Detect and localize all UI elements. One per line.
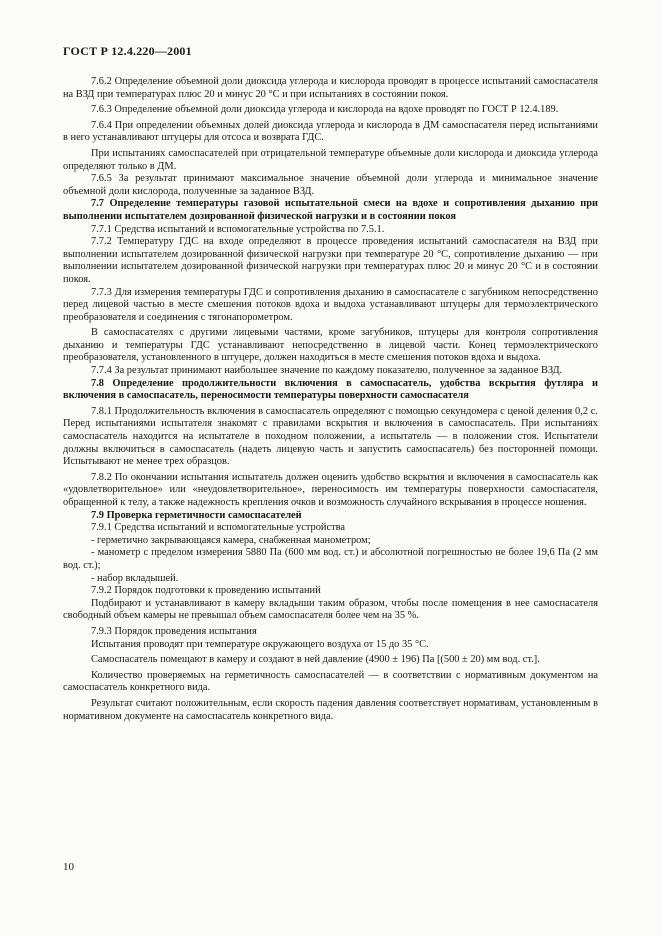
paragraph-7-8-1: 7.8.1 Продолжительность включения в самоспасатель определяют с помощью секундомера с ценой деления 0,2 с. Перед испытаниями испытателя знакомят с правилами вскрытия и включения в самоспасатель. При испытаниях самоспасатель находится на испытателе в походном положении, а испытатель — в положении стоя. Испытатели должны включиться в самоспасатель (надеть лицевую часть и запустить самоспасатель) без посторонней помощи. Испытывают не менее трех образцов. [63, 405, 598, 468]
paragraph: Результат считают положительным, если скорость падения давления соответствует нормативам, установленным в нормативном документе на самоспасатель конкретного вида. [63, 697, 598, 722]
paragraph: Самоспасатель помещают в камеру и создают в ней давление (4900 ± 196) Па [(500 ± 20) мм вод. ст.]. [91, 654, 540, 666]
paragraph-7-6-2: 7.6.2 Определение объемной доли диоксида углерода и кислорода проводят в процессе испытаний самоспасателя на ВЗД при температурах плюс 20 и минус 20 °С и при испытаниях в состоянии покоя. [63, 76, 598, 100]
paragraph: При испытаниях самоспасателей при отрицательной температуре объемные доли кислорода и диоксида углерода определяют только в ДМ. [63, 147, 598, 172]
list-item: - манометр с пределом измерения 5880 Па (600 мм вод. ст.) и абсолютной погрешностью не более 19,6 Па (2 мм вод. ст.); [63, 547, 598, 571]
paragraph-7-6-3: 7.6.3 Определение объемной доли диоксида углерода и кислорода на вдохе проводят по ГОСТ Р 12.4.189. [91, 104, 559, 116]
paragraph: Испытания проводят при температуре окружающего воздуха от 15 до 35 °С. [91, 638, 429, 650]
page-header: ГОСТ Р 12.4.220—2001 [63, 44, 192, 58]
section-heading-7-7: 7.7 Определение температуры газовой испытательной смеси на вдохе и сопротивления дыханию при выполнении испытателем дозированной физической нагрузки и в состоянии покоя [63, 198, 598, 222]
section-heading-7-8: 7.8 Определение продолжительности включения в самоспасатель, удобства вскрытия футляра и включения в самоспасатель, переносимости температуры поверхности самоспасателя [63, 377, 598, 402]
paragraph-7-7-3: 7.7.3 Для измерения температуры ГДС и сопротивления дыханию в самоспасателе с загубником непосредственно перед лицевой частью в месте смешения потоков вдоха и выдоха устанавливают штуцеры для термоэлектрического преобразователя и соединения с тягонапорометром. [63, 286, 598, 323]
paragraph-7-9-2: 7.9.2 Порядок подготовки к проведению испытаний [91, 585, 321, 597]
paragraph: Подбирают и устанавливают в камеру вкладыши таким образом, чтобы после помещения в нее самоспасателя свободный объем камеры не превышал объем самоспасателя более чем на 35 %. [63, 597, 598, 622]
paragraph-7-6-4: 7.6.4 При определении объемных долей диоксида углерода и кислорода в ДМ самоспасателя перед испытаниями в него устанавливают штуцеры для отсоса и возврата ГДС. [63, 119, 598, 144]
section-heading-7-9: 7.9 Проверка герметичности самоспасателей [91, 509, 302, 521]
paragraph-7-8-2: 7.8.2 По окончании испытания испытатель должен оценить удобство вскрытия и включения в самоспасатель как «удовлетворительное» или «неудовлетворительное», переносимость им температуры поверхности самоспасателя, обращенной к телу, а также надежность крепления очков и возможность случайного вскрывания в процессе ношения. [63, 471, 598, 508]
paragraph: В самоспасателях с другими лицевыми частями, кроме загубников, штуцеры для контроля сопротивления дыханию и температуры ГДС устанавливают непосредственно в лицевой части. Конец термоэлектрического преобразователя, установленного в штуцере, должен находиться в месте смешения потоков вдоха и выдоха. [63, 327, 598, 364]
paragraph-7-7-2: 7.7.2 Температуру ГДС на входе определяют в процессе проведения испытаний самоспасателя на ВЗД при выполнении испытателем дозированной физической нагрузки при температуре 20 °С, сопротивление дыханию — при выполнении испытателем дозированной физической нагрузки при температурах плюс 20 и минус 20 °С и в состоянии покоя. [63, 236, 598, 285]
paragraph-7-9-1: 7.9.1 Средства испытаний и вспомогательные устройства [91, 522, 346, 534]
paragraph-7-7-4: 7.7.4 За результат принимают наибольшее значение по каждому показателю, полученное за заданное ВЗД. [91, 365, 563, 377]
paragraph-7-7-1: 7.7.1 Средства испытаний и вспомогательные устройства по 7.5.1. [91, 223, 385, 235]
document-body [63, 76, 598, 723]
paragraph-7-9-3: 7.9.3 Порядок проведения испытания [91, 625, 257, 637]
list-item: - набор вкладышей. [91, 572, 179, 584]
list-item: - герметично закрывающаяся камера, снабженная манометром; [91, 534, 371, 546]
paragraph-7-6-5: 7.6.5 За результат принимают максимальное значение объемной доли углерода и минимальное значение объемной доли кислорода, полученные за заданное ВЗД. [63, 173, 598, 197]
paragraph: Количество проверяемых на герметичность самоспасателей — в соответствии с нормативным документом на самоспасатель конкретного вида. [63, 669, 598, 694]
page-number: 10 [63, 861, 74, 873]
